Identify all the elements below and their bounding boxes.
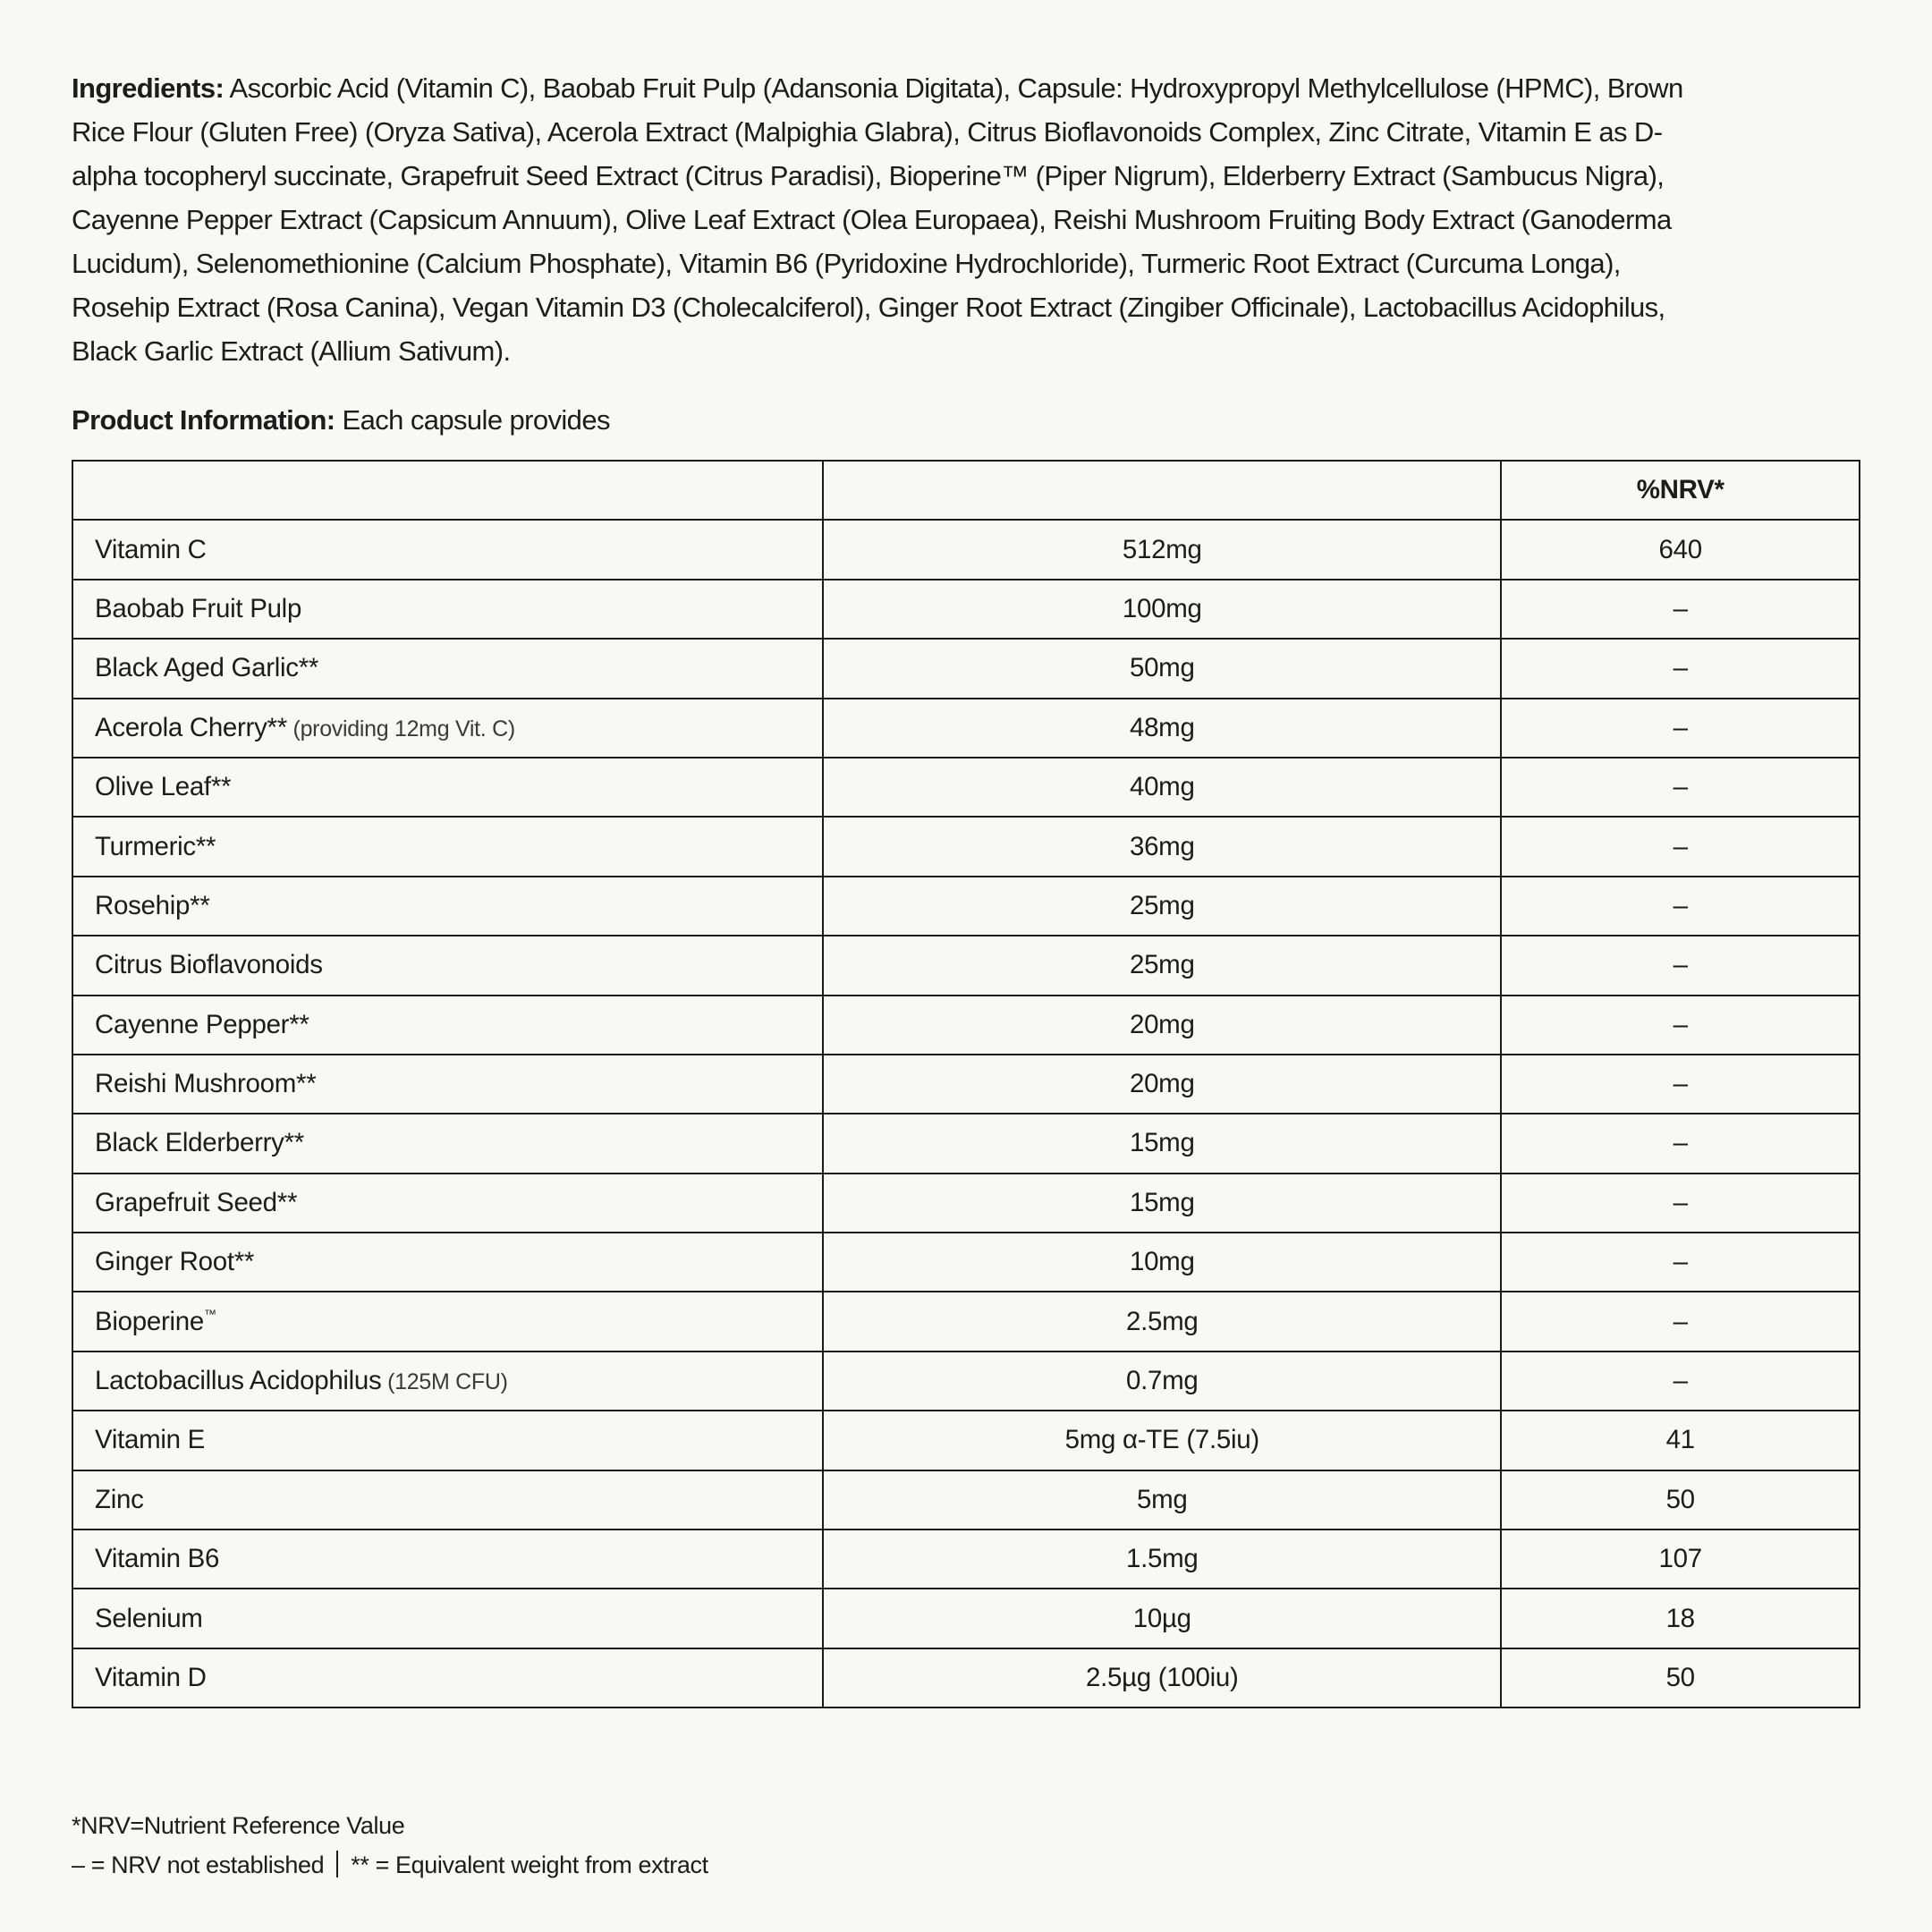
table-row (72, 1352, 1860, 1411)
ingredient-nrv: – (1501, 699, 1860, 758)
ingredient-nrv: – (1501, 936, 1860, 995)
ingredient-label: Grapefruit Seed** (95, 1187, 298, 1217)
ingredients-line: Rosehip Extract (Rosa Canina), Vegan Vitamin D3 (Cholecalciferol), Ginger Root Extract (Zingiber Officinale), Lactobacillus Acidophilus, (72, 292, 1665, 323)
ingredient-name (72, 758, 823, 817)
ingredient-name (72, 1055, 823, 1114)
header-amount (823, 461, 1501, 520)
table-row (72, 1114, 1860, 1173)
ingredient-amount: 512mg (823, 520, 1501, 579)
footnote-dash: – = NRV not established (72, 1852, 325, 1878)
table-row (72, 1411, 1860, 1470)
ingredients-line: Black Garlic Extract (Allium Sativum). (72, 335, 511, 367)
header-ingredient (72, 461, 823, 520)
ingredient-name (72, 877, 823, 936)
ingredient-note: (125M CFU) (381, 1369, 508, 1395)
ingredient-label: Vitamin B6 (95, 1544, 220, 1574)
ingredient-label: Lactobacillus Acidophilus (95, 1366, 382, 1396)
ingredient-nrv: – (1501, 1233, 1860, 1292)
ingredient-name (72, 1589, 823, 1648)
table-row (72, 1174, 1860, 1233)
ingredient-nrv: – (1501, 1352, 1860, 1411)
ingredient-nrv: 640 (1501, 520, 1860, 579)
table-row (72, 877, 1860, 936)
ingredient-amount: 0.7mg (823, 1352, 1501, 1411)
nutrition-table (72, 460, 1860, 1708)
ingredient-nrv: – (1501, 580, 1860, 639)
ingredient-label: Black Elderberry** (95, 1128, 304, 1158)
table-row (72, 520, 1860, 579)
table-row (72, 639, 1860, 698)
ingredient-amount: 2.5µg (100iu) (823, 1648, 1501, 1707)
ingredient-amount: 10mg (823, 1233, 1501, 1292)
ingredient-amount: 5mg α-TE (7.5iu) (823, 1411, 1501, 1470)
ingredient-label: Zinc (95, 1484, 144, 1514)
ingredient-name (72, 699, 823, 758)
footnote-legend (72, 1845, 708, 1885)
ingredients-line: Rice Flour (Gluten Free) (Oryza Sativa), Acerola Extract (Malpighia Glabra), Citrus Bioflavonoids Complex, Zinc Citrate, Vitamin E as D- (72, 116, 1663, 148)
ingredient-nrv: – (1501, 639, 1860, 698)
ingredient-amount: 100mg (823, 580, 1501, 639)
ingredient-label: Selenium (95, 1603, 203, 1633)
ingredient-label: Rosehip** (95, 890, 210, 920)
ingredient-nrv: – (1501, 817, 1860, 876)
ingredient-name (72, 817, 823, 876)
footnote-extract: ** = Equivalent weight from extract (351, 1852, 708, 1878)
ingredient-name (72, 996, 823, 1055)
ingredient-name (72, 1174, 823, 1233)
product-information-text: Each capsule provides (335, 404, 610, 436)
table-row (72, 1292, 1860, 1351)
ingredient-name (72, 1530, 823, 1589)
ingredient-label: Olive Leaf** (95, 772, 232, 802)
table-row (72, 817, 1860, 876)
table-row (72, 936, 1860, 995)
table-row (72, 1530, 1860, 1589)
ingredient-amount: 15mg (823, 1174, 1501, 1233)
ingredient-name (72, 1233, 823, 1292)
ingredient-label: Vitamin D (95, 1663, 207, 1692)
ingredient-name (72, 1114, 823, 1173)
product-information-heading (72, 401, 610, 440)
ingredient-nrv: – (1501, 877, 1860, 936)
ingredient-amount: 25mg (823, 936, 1501, 995)
table-row (72, 758, 1860, 817)
ingredient-nrv: – (1501, 758, 1860, 817)
ingredient-amount: 10µg (823, 1589, 1501, 1648)
ingredient-amount: 15mg (823, 1114, 1501, 1173)
ingredient-label: Turmeric** (95, 831, 216, 861)
ingredient-name (72, 1470, 823, 1530)
ingredients-text: Ascorbic Acid (Vitamin C), Baobab Fruit Pulp (Adansonia Digitata), Capsule: Hydroxypropyl Methylcellulose (HPMC), Brown (224, 72, 1683, 104)
trademark-mark: ™ (203, 1306, 216, 1321)
ingredients-paragraph (72, 66, 1878, 373)
ingredient-nrv: 50 (1501, 1470, 1860, 1530)
ingredients-line: alpha tocopheryl succinate, Grapefruit Seed Extract (Citrus Paradisi), Bioperine™ (Piper Nigrum), Elderberry Extract (Sambucus Nigra), (72, 160, 1665, 191)
ingredient-nrv: – (1501, 1055, 1860, 1114)
ingredient-label: Vitamin E (95, 1425, 206, 1455)
ingredient-name (72, 580, 823, 639)
table-row (72, 1233, 1860, 1292)
table-row (72, 1589, 1860, 1648)
table-row (72, 580, 1860, 639)
ingredients-line: Cayenne Pepper Extract (Capsicum Annuum), Olive Leaf Extract (Olea Europaea), Reishi Mushroom Fruiting Body Extract (Ganoderma (72, 204, 1672, 235)
ingredient-nrv: – (1501, 1292, 1860, 1351)
ingredient-label: Baobab Fruit Pulp (95, 593, 302, 623)
table-row (72, 699, 1860, 758)
ingredient-label: Ginger Root** (95, 1247, 255, 1277)
header-nrv: %NRV* (1501, 461, 1860, 520)
ingredient-amount: 48mg (823, 699, 1501, 758)
table-row (72, 1470, 1860, 1530)
ingredients-line (72, 66, 1878, 110)
ingredient-nrv: 41 (1501, 1411, 1860, 1470)
ingredients-line: Lucidum), Selenomethionine (Calcium Phosphate), Vitamin B6 (Pyridoxine Hydrochloride), Turmeric Root Extract (Curcuma Longa), (72, 248, 1621, 279)
ingredient-name (72, 1648, 823, 1707)
ingredient-amount: 25mg (823, 877, 1501, 936)
table-row (72, 1648, 1860, 1707)
ingredient-name (72, 1352, 823, 1411)
ingredient-label: Acerola Cherry** (95, 712, 287, 742)
ingredient-amount: 1.5mg (823, 1530, 1501, 1589)
product-information-label: Product Information: (72, 404, 335, 436)
footnotes (72, 1806, 708, 1885)
ingredient-label: Citrus Bioflavonoids (95, 950, 323, 980)
ingredient-amount: 2.5mg (823, 1292, 1501, 1351)
table-header-row (72, 461, 1860, 520)
table-row (72, 1055, 1860, 1114)
ingredient-nrv: – (1501, 1114, 1860, 1173)
ingredient-name (72, 936, 823, 995)
ingredient-amount: 5mg (823, 1470, 1501, 1530)
ingredient-nrv: 50 (1501, 1648, 1860, 1707)
ingredient-label: Vitamin C (95, 534, 207, 564)
ingredients-label: Ingredients: (72, 72, 225, 104)
ingredient-amount: 40mg (823, 758, 1501, 817)
ingredient-name (72, 639, 823, 698)
ingredient-label: Black Aged Garlic** (95, 653, 319, 683)
ingredient-label: Bioperine (95, 1306, 204, 1336)
ingredient-nrv: – (1501, 996, 1860, 1055)
ingredient-amount: 36mg (823, 817, 1501, 876)
ingredient-amount: 20mg (823, 996, 1501, 1055)
ingredient-name (72, 1292, 823, 1351)
ingredient-nrv: – (1501, 1174, 1860, 1233)
ingredient-label: Cayenne Pepper** (95, 1009, 309, 1039)
ingredient-name (72, 1411, 823, 1470)
ingredient-nrv: 18 (1501, 1589, 1860, 1648)
divider (336, 1851, 338, 1877)
ingredient-amount: 20mg (823, 1055, 1501, 1114)
table-row (72, 996, 1860, 1055)
ingredient-note: (providing 12mg Vit. C) (286, 716, 515, 741)
ingredient-nrv: 107 (1501, 1530, 1860, 1589)
ingredient-label: Reishi Mushroom** (95, 1069, 317, 1099)
ingredient-name (72, 520, 823, 579)
ingredient-amount: 50mg (823, 639, 1501, 698)
footnote-nrv: *NRV=Nutrient Reference Value (72, 1812, 405, 1839)
